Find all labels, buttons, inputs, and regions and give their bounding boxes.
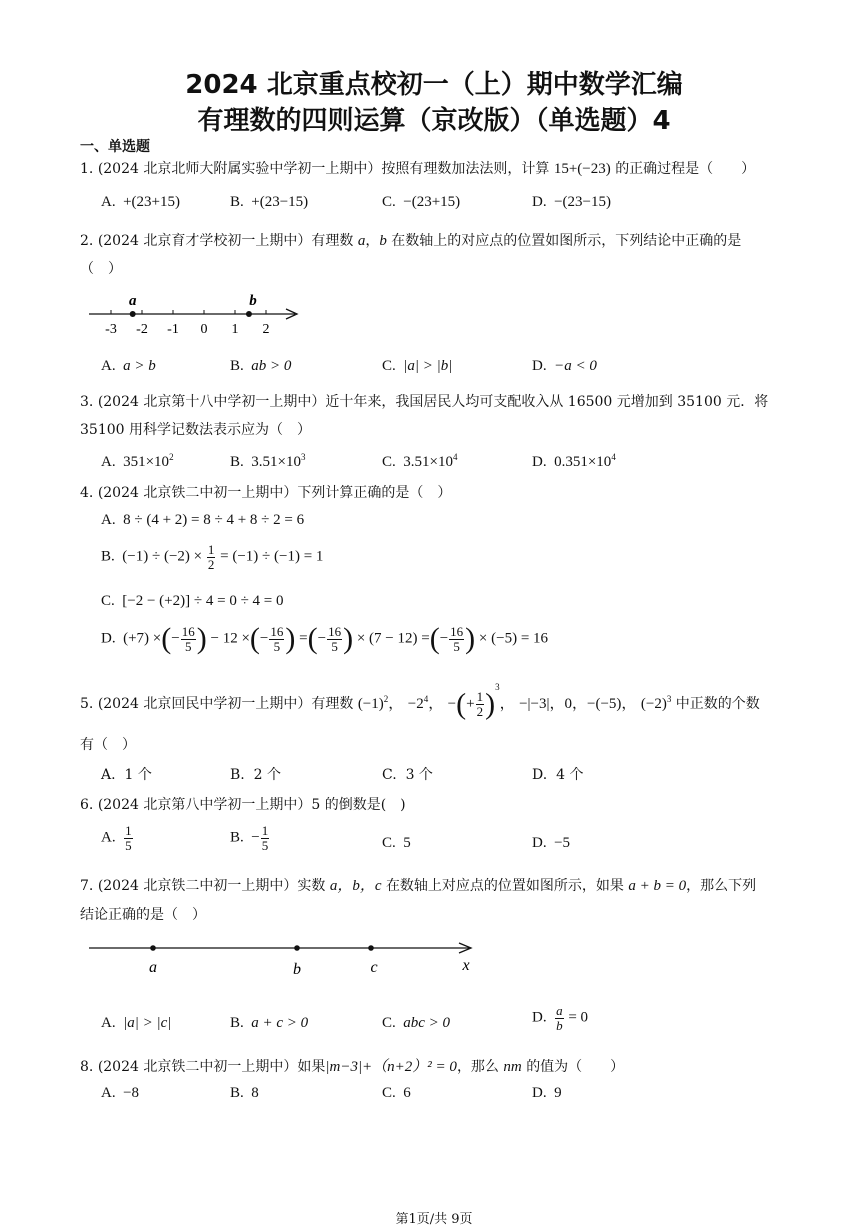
fraction: $\frac{16}{5}$: [270, 623, 284, 654]
question-6: [80, 794, 406, 814]
axis-label: x: [462, 957, 470, 974]
option-b[interactable]: B. 2 个: [230, 767, 282, 783]
question-text: 中正数的个数: [675, 696, 760, 712]
option-a[interactable]: A. $\frac{1}{5}$: [101, 823, 132, 853]
fraction: $\frac{16}{5}$: [181, 623, 195, 654]
variables: a，b，c: [329, 878, 382, 894]
point-c-label: c: [370, 959, 378, 976]
page-title-line1: 2024 北京重点校初一（上）期中数学汇编: [185, 70, 683, 100]
point-a: [130, 311, 136, 317]
question-text: 在数轴上的对应点的位置如图所示，下列结论中正确的是: [391, 233, 742, 249]
point-a-label: a: [149, 959, 157, 976]
option-d[interactable]: D. $\frac{a}{b}$ = 0: [532, 1003, 589, 1033]
math-item: $-2^4$，: [407, 694, 444, 712]
question-text: 结论正确的是（ ）: [80, 907, 206, 923]
question-number: 2.: [80, 233, 94, 249]
option-a[interactable]: A. a > b: [101, 358, 156, 374]
variable: b: [379, 233, 387, 249]
question-text: (2024 北京第八中学初一上期中）5 的倒数是( ): [97, 797, 406, 813]
option-d[interactable]: D. −a < 0: [532, 358, 597, 374]
option-c[interactable]: C. 6: [382, 1085, 411, 1101]
math-expression: a + b = 0: [628, 878, 687, 894]
question-text: (2024 北京铁二中初一上期中）下列计算正确的是（ ）: [97, 485, 452, 501]
point-b-label: b: [293, 961, 301, 978]
option-c[interactable]: C. $3.51\times 10^4$: [382, 452, 458, 470]
question-text: 有（ ）: [80, 737, 136, 753]
page-title-line2: 有理数的四则运算（京改版）（单选题）4: [197, 106, 671, 136]
question-text: 35100 用科学记数法表示应为（ ）: [80, 422, 311, 438]
point-b: [294, 945, 300, 951]
option-d[interactable]: D. (+7) ×(− $\frac{16}{5}$ ) − 12 ×(− $\frac{16}{5}$ ) =(− $\frac{16}{5}$ ) × (7 − 12) =(− $\frac{16}{5}$ ) × (−5) = 16: [101, 622, 549, 655]
option-a[interactable]: A. +(23+15): [101, 194, 181, 210]
section-heading: 一、单选题: [80, 139, 150, 155]
variable: a: [357, 233, 366, 249]
option-c[interactable]: C. abc > 0: [382, 1015, 451, 1031]
number-line-q7: [85, 935, 485, 980]
option-b[interactable]: B. ab > 0: [230, 358, 292, 374]
option-c[interactable]: C. 5: [382, 835, 411, 851]
point-a-label: a: [128, 293, 137, 309]
math-item: −(+ $\frac{1}{2}$ )$^3$，: [447, 682, 515, 721]
option-a[interactable]: A. $351\times 10^2$: [101, 452, 174, 470]
math-item: $(-1)^2$，: [357, 694, 404, 712]
option-b[interactable]: B. (−1) ÷ (−2) × $\frac{1}{2}$ = (−1) ÷ (−1) = 1: [101, 542, 324, 572]
option-b[interactable]: B. − $\frac{1}{5}$: [230, 823, 269, 853]
option-b[interactable]: B. +(23−15): [230, 194, 309, 210]
question-5: [80, 682, 760, 720]
option-a[interactable]: A. |a| > |c|: [101, 1015, 172, 1031]
question-number: 8.: [80, 1059, 94, 1075]
point-a: [150, 945, 156, 951]
tick-label: 0: [200, 322, 208, 337]
option-d[interactable]: D. 9: [532, 1085, 562, 1101]
math-expression: 15+(−23): [553, 161, 611, 177]
option-c[interactable]: C. −(23+15): [382, 194, 461, 210]
question-text: (2024 北京铁二中初一上期中）如果: [97, 1059, 326, 1075]
question-2: [80, 230, 741, 250]
variable: nm: [503, 1059, 522, 1075]
question-number: 4.: [80, 485, 94, 501]
option-b[interactable]: B. 8: [230, 1085, 259, 1101]
fraction: $\frac{1}{2}$: [207, 542, 215, 572]
option-a[interactable]: A. 1 个: [101, 767, 152, 783]
option-b[interactable]: B. $3.51\times 10^3$: [230, 452, 306, 470]
question-text: (2024 北京回民中学初一上期中）有理数: [97, 696, 354, 712]
tick-label: -3: [105, 322, 117, 337]
tick-label: 1: [231, 322, 239, 337]
fraction: $\frac{16}{5}$: [450, 623, 464, 654]
question-number: 7.: [80, 878, 94, 894]
question-text: (2024 北京第十八中学初一上期中）近十年来，我国居民人均可支配收入从 16500 元增加到 35100 元．将: [97, 394, 769, 410]
separator: ，: [365, 233, 380, 249]
option-c[interactable]: C. |a| > |b|: [382, 358, 453, 374]
option-c[interactable]: C. [−2 − (+2)] ÷ 4 = 0 ÷ 4 = 0: [101, 593, 284, 609]
math-item: $(-2)^3$: [640, 694, 672, 712]
question-number: 1.: [80, 161, 94, 177]
question-number: 3.: [80, 394, 94, 410]
point-b: [246, 311, 252, 317]
number-line-q2: [85, 290, 310, 340]
option-d[interactable]: D. −(23−15): [532, 194, 612, 210]
question-text: （ ）: [80, 261, 122, 277]
math-item: −|−3|，0，−(−5)，: [519, 696, 637, 712]
question-text: 的值为（ ）: [526, 1059, 625, 1075]
question-text: (2024 北京铁二中初一上期中）实数: [97, 878, 326, 894]
option-d[interactable]: D. −5: [532, 835, 571, 851]
option-b[interactable]: B. a + c > 0: [230, 1015, 309, 1031]
option-d[interactable]: D. 4 个: [532, 767, 584, 783]
question-7: [80, 874, 756, 895]
question-4: [80, 482, 451, 502]
option-c[interactable]: C. 3 个: [382, 767, 433, 783]
question-text: 在数轴上对应点的位置如图所示，如果: [385, 878, 624, 894]
point-c: [368, 945, 374, 951]
question-1: [80, 158, 755, 178]
point-b-label: b: [249, 293, 257, 309]
question-text: 的正确过程是（ ）: [615, 161, 756, 177]
tick-label: -1: [167, 322, 179, 337]
page-footer: 第1页/共 9页: [395, 1212, 473, 1227]
tick-label: 2: [262, 322, 270, 337]
question-number: 6.: [80, 797, 94, 813]
question-text: (2024 北京育才学校初一上期中）有理数: [97, 233, 354, 249]
question-text: ，那么: [456, 1059, 499, 1075]
option-a[interactable]: A. 8 ÷ (4 + 2) = 8 ÷ 4 + 8 ÷ 2 = 6: [101, 512, 305, 528]
question-8: [80, 1055, 624, 1076]
question-3: [80, 391, 768, 411]
question-number: 5.: [80, 696, 94, 712]
option-d[interactable]: D. $0.351\times 10^4$: [532, 452, 616, 470]
math-expression: |m−3|+（n+2）² = 0: [325, 1059, 457, 1075]
tick-label: -2: [136, 322, 148, 337]
option-a[interactable]: A. −8: [101, 1085, 140, 1101]
question-text: ，那么下列: [686, 878, 757, 894]
fraction: $\frac{16}{5}$: [328, 623, 342, 654]
question-text: (2024 北京北师大附属实验中学初一上期中）按照有理数加法法则，计算: [97, 161, 550, 177]
